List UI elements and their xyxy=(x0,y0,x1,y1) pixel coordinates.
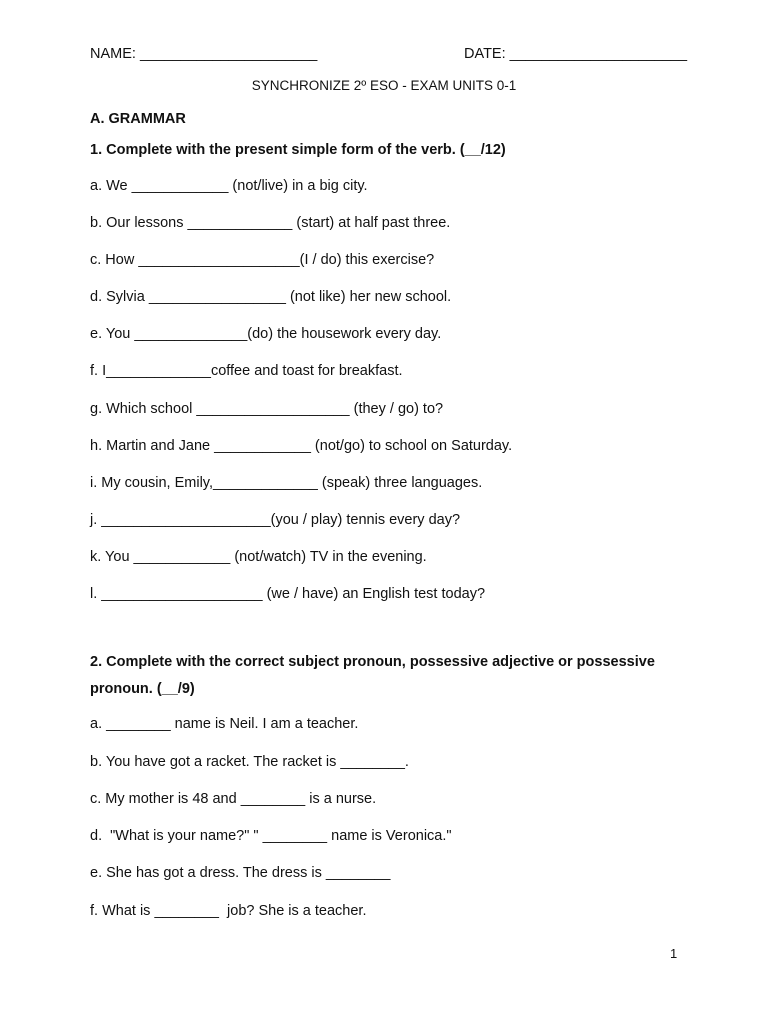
exercise2-item-c: c. My mother is 48 and ________ is a nurse. xyxy=(90,791,377,807)
exercise1-item-e: e. You ______________(do) the housework every day. xyxy=(90,326,442,342)
page-number: 1 xyxy=(670,946,678,961)
exercise1-item-h: h. Martin and Jane ____________ (not/go) to school on Saturday. xyxy=(90,438,513,454)
name-field: NAME: ______________________ xyxy=(90,46,318,62)
exercise1-item-l: l. ____________________ (we / have) an English test today? xyxy=(90,586,486,602)
exercise1-item-d: d. Sylvia _________________ (not like) her new school. xyxy=(90,289,452,305)
exercise1-item-b: b. Our lessons _____________ (start) at half past three. xyxy=(90,215,451,231)
exercise2-item-a: a. ________ name is Neil. I am a teacher. xyxy=(90,716,359,732)
exam-title: SYNCHRONIZE 2º ESO - EXAM UNITS 0-1 xyxy=(251,78,517,93)
exercise1-item-k: k. You ____________ (not/watch) TV in the evening. xyxy=(90,549,427,565)
exercise2-item-f: f. What is ________ job? She is a teacher. xyxy=(90,903,367,919)
section-a-heading: A. GRAMMAR xyxy=(90,111,186,127)
exercise2-instruction-line2: pronoun. (__/9) xyxy=(90,681,195,697)
exercise1-item-c: c. How ____________________(I / do) this exercise? xyxy=(90,252,435,268)
exercise2-item-d: d. "What is your name?" " ________ name is Veronica." xyxy=(90,828,452,844)
exercise1-item-i: i. My cousin, Emily,_____________ (speak) three languages. xyxy=(90,475,483,491)
exercise2-item-e: e. She has got a dress. The dress is ________ xyxy=(90,865,391,881)
exercise1-item-a: a. We ____________ (not/live) in a big city. xyxy=(90,178,368,194)
exercise1-item-f: f. I_____________coffee and toast for breakfast. xyxy=(90,363,403,379)
date-field: DATE: ______________________ xyxy=(464,46,688,62)
exercise1-instruction: 1. Complete with the present simple form of the verb. (__/12) xyxy=(90,142,506,158)
exercise1-item-g: g. Which school ___________________ (they / go) to? xyxy=(90,401,444,417)
exercise1-item-j: j. _____________________(you / play) tennis every day? xyxy=(90,512,461,528)
exercise2-instruction-line1: 2. Complete with the correct subject pronoun, possessive adjective or possessive xyxy=(90,654,655,670)
exercise2-item-b: b. You have got a racket. The racket is ________. xyxy=(90,754,409,770)
